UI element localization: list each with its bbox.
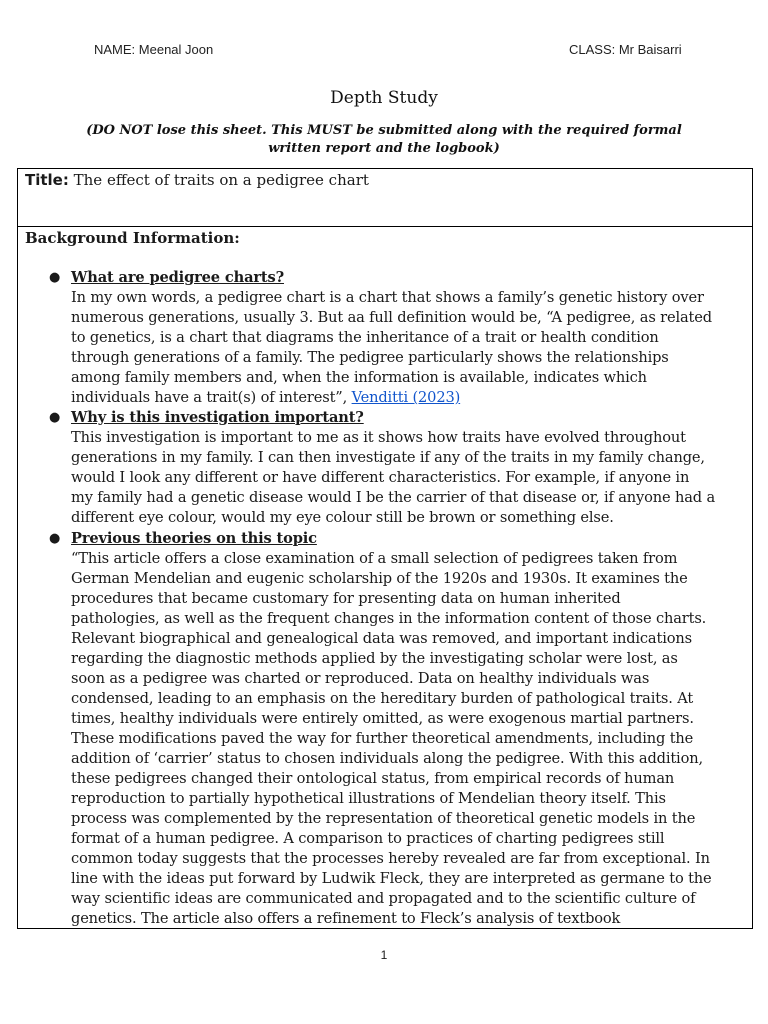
paragraph-line: German Mendelian and eugenic scholarship of the 1920s and 1930s. It examines the — [71, 570, 688, 587]
section-heading: What are pedigree charts? — [71, 269, 284, 286]
bullet-icon: ● — [49, 410, 61, 425]
paragraph-line: These modifications paved the way for further theoretical amendments, including the — [71, 730, 694, 747]
title-row — [25, 171, 369, 189]
paragraph-line: In my own words, a pedigree chart is a chart that shows a family’s genetic history over — [71, 289, 704, 306]
paragraph-line: reproduction to partially hypothetical illustrations of Mendelian theory itself. This — [71, 790, 666, 807]
paragraph-line: these pedigrees changed their ontological status, from empirical records of human — [71, 770, 675, 787]
paragraph-line: my family had a genetic disease would I be the carrier of that disease or, if anyone had a — [71, 489, 716, 506]
submission-notice — [0, 122, 768, 158]
paragraph-line: Relevant biographical and genealogical data was removed, and important indications — [71, 630, 692, 647]
paragraph-line: condensed, leading to an emphasis on the hereditary burden of pathological traits. At — [71, 690, 694, 707]
notice-line: written report and the logbook) — [268, 141, 500, 156]
section-heading: Why is this investigation important? — [71, 409, 364, 426]
section-why-important — [49, 408, 755, 528]
paragraph-text: individuals have a trait(s) of interest”, — [71, 389, 352, 406]
title-label: Title: — [25, 171, 69, 189]
paragraph-line: process was complemented by the representation of theoretical genetic models in the — [71, 810, 696, 827]
paragraph-line: “This article offers a close examination of a small selection of pedigrees taken from — [71, 550, 678, 567]
document-title: Depth Study — [330, 88, 438, 108]
paragraph-line: among family members and, when the information is available, indicates which — [71, 369, 647, 386]
notice-line: (DO NOT lose this sheet. This MUST be submitted along with the required formal — [86, 123, 682, 138]
paragraph-line: different eye colour, would my eye colour still be brown or something else. — [71, 509, 614, 526]
title-value: The effect of traits on a pedigree chart — [73, 171, 369, 189]
paragraph-line: to genetics, is a chart that diagrams the inheritance of a trait or health condition — [71, 329, 659, 346]
class-name: CLASS: Mr Baisarri — [569, 42, 682, 57]
paragraph-line: genetics. The article also offers a refinement to Fleck’s analysis of textbook — [71, 910, 621, 927]
paragraph-line: numerous generations, usually 3. But aa full definition would be, “A pedigree, as related — [71, 309, 712, 326]
paragraph-line: times, healthy individuals were entirely omitted, as were exogenous martial partners. — [71, 710, 694, 727]
section-heading: Previous theories on this topic — [71, 530, 317, 547]
paragraph-line: pathologies, as well as the frequent changes in the information content of those charts. — [71, 610, 707, 627]
paragraph-line: This investigation is important to me as it shows how traits have evolved throughout — [71, 429, 686, 446]
citation-link[interactable]: Venditti (2023) — [351, 389, 461, 406]
paragraph-line: would I look any different or have different characteristics. For example, if anyone in — [71, 469, 690, 486]
paragraph-line: way scientific ideas are communicated and propagated and to the scientific culture of — [71, 890, 696, 907]
paragraph-line: common today suggests that the processes hereby revealed are far from exceptional. In — [71, 850, 710, 867]
bullet-icon: ● — [49, 531, 61, 546]
bullet-icon: ● — [49, 270, 61, 285]
paragraph-line-with-link — [71, 388, 755, 408]
paragraph-line: format of a human pedigree. A comparison to practices of charting pedigrees still — [71, 830, 665, 847]
background-heading: Background Information: — [25, 229, 240, 247]
paragraph-line: addition of ‘carrier’ status to chosen individuals along the pedigree. With this addition, — [71, 750, 703, 767]
paragraph-line: regarding the diagnostic methods applied by the investigating scholar were lost, as — [71, 650, 678, 667]
section-what-are-pedigree-charts — [49, 268, 755, 408]
background-box — [17, 226, 753, 929]
section-previous-theories — [49, 529, 755, 929]
paragraph-line: generations in my family. I can then investigate if any of the traits in my family change, — [71, 449, 705, 466]
paragraph-line: soon as a pedigree was charted or reproduced. Data on healthy individuals was — [71, 670, 650, 687]
page-number: 1 — [380, 948, 388, 962]
paragraph-line: through generations of a family. The pedigree particularly shows the relationships — [71, 349, 669, 366]
paragraph-line: procedures that became customary for presenting data on human inherited — [71, 590, 621, 607]
paragraph-line: line with the ideas put forward by Ludwik Fleck, they are interpreted as germane to the — [71, 870, 712, 887]
student-name: NAME: Meenal Joon — [94, 42, 214, 57]
title-box — [17, 168, 753, 227]
